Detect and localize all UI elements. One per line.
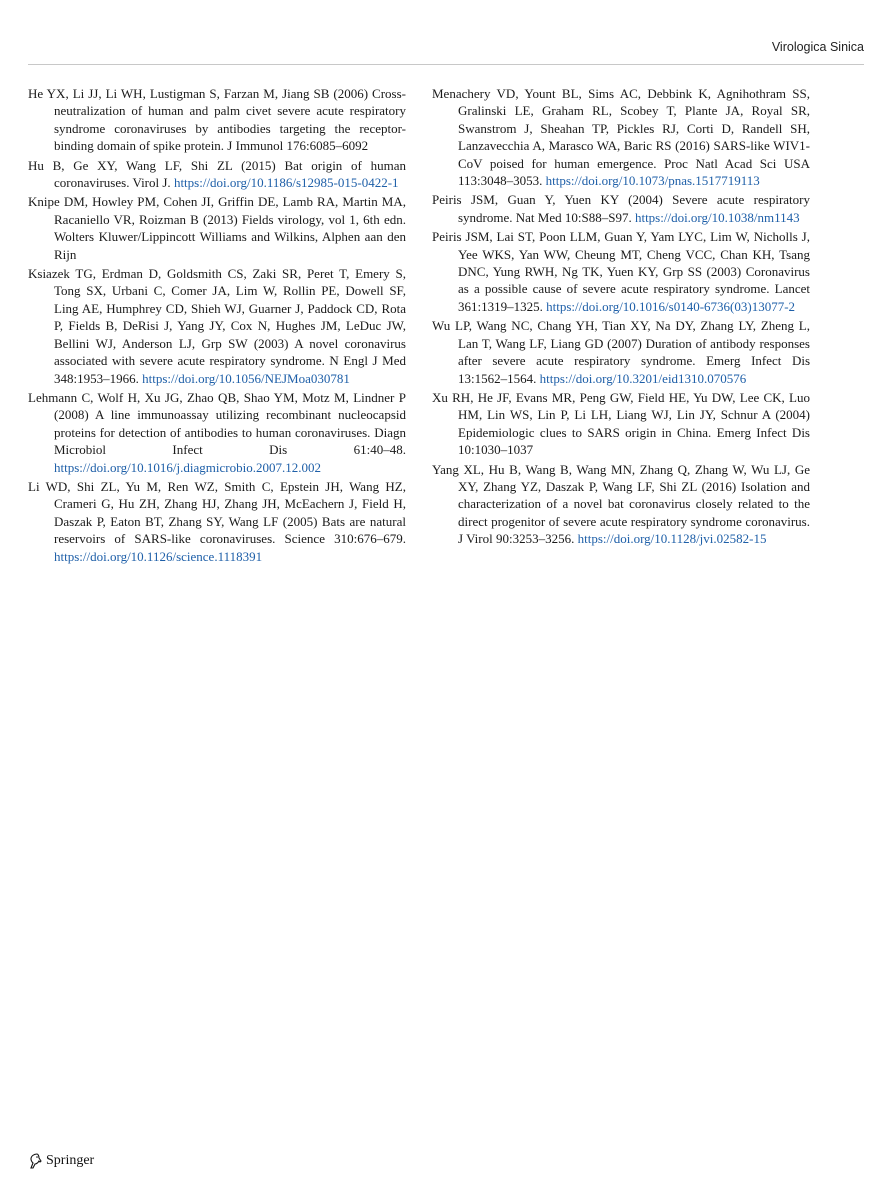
- reference-item: [432, 191, 810, 226]
- springer-horse-icon: [28, 1153, 42, 1169]
- reference-item: [432, 228, 810, 315]
- reference-item: [432, 389, 810, 459]
- reference-item: [432, 85, 810, 189]
- doi-link[interactable]: https://doi.org/10.1186/s12985-015-0422-1: [173, 175, 399, 191]
- publisher-name: Springer: [46, 1153, 95, 1168]
- publisher-footer: [28, 1153, 94, 1169]
- reference-text: He YX, Li JJ, Li WH, Lustigman S, Farzan M, Jiang SB (2006) Cross-neutralization of human and palm civet severe acute respiratory syndrome coronaviruses by antibodies targeting the receptor-binding domain of spike protein. J Immunol 176:6085–6092: [28, 86, 406, 154]
- doi-link[interactable]: https://doi.org/10.3201/eid1310.070576: [539, 370, 747, 386]
- doi-link[interactable]: https://doi.org/10.1016/j.diagmicrobio.2007.12.002: [54, 459, 321, 475]
- reference-column-right: [432, 85, 810, 550]
- doi-link[interactable]: https://doi.org/10.1073/pnas.1517719113: [545, 173, 760, 189]
- reference-text: Yang XL, Hu B, Wang B, Wang MN, Zhang Q, Zhang W, Wu LJ, Ge XY, Zhang YZ, Daszak P, Wang LF, Shi ZL (2016) Isolation and characterization of a novel bat coronavirus closely related to the direct progenitor of severe acute respiratory syndrome coronavirus. J Virol 90:3253–3256.: [432, 461, 810, 547]
- reference-text: Peiris JSM, Lai ST, Poon LLM, Guan Y, Yam LYC, Lim W, Nicholls J, Yee WKS, Yan WW, Cheung MT, Cheng VCC, Chan KH, Tsang DNC, Yung RWH, Ng TK, Yuen KY, Grp SS (2003) Coronavirus as a possible cause of severe acute respiratory syndrome. Lancet 361:1319–1325.: [432, 229, 810, 314]
- header-divider: [28, 64, 864, 65]
- reference-text: Knipe DM, Howley PM, Cohen JI, Griffin DE, Lamb RA, Martin MA, Racaniello VR, Roizman B (2013) Fields virology, vol 1, 6th edn. Wolters Kluwer/Lippincott Williams and Wilkins, Alphen aan den Rijn: [28, 194, 406, 262]
- reference-item: [28, 265, 406, 387]
- reference-text: Peiris JSM, Guan Y, Yuen KY (2004) Severe acute respiratory syndrome. Nat Med 10:S88–S97.: [432, 192, 810, 225]
- reference-text: Ksiazek TG, Erdman D, Goldsmith CS, Zaki SR, Peret T, Emery S, Tong SX, Urbani C, Comer JA, Lim W, Rollin PE, Dowell SF, Ling AE, Humphrey CD, Shieh WJ, Guarner J, Paddock CD, Rota P, Fields B, DeRisi J, Yang JY, Cox N, Hughes JM, LeDuc JW, Bellini WJ, Anderson LJ, Grp SW (2003) A novel coronavirus associated with severe acute respiratory syndrome. N Engl J Med 348:1953–1966.: [28, 266, 406, 386]
- reference-text: Li WD, Shi ZL, Yu M, Ren WZ, Smith C, Epstein JH, Wang HZ, Crameri G, Hu ZH, Zhang HJ, Zhang JH, McEachern J, Field H, Daszak P, Eaton BT, Zhang SY, Wang LF (2005) Bats are natural reservoirs of SARS-like coronaviruses. Science 310:676–679.: [28, 478, 406, 547]
- doi-link[interactable]: https://doi.org/10.1128/jvi.02582-15: [577, 531, 767, 547]
- doi-link[interactable]: https://doi.org/10.1056/NEJMoa030781: [142, 370, 350, 386]
- reference-text: Wu LP, Wang NC, Chang YH, Tian XY, Na DY, Zhang LY, Zheng L, Lan T, Wang LF, Liang GD (2007) Duration of antibody responses after severe acute respiratory syndrome. Emerg Infect Dis 13:1562–1564.: [432, 318, 810, 386]
- journal-name: Virologica Sinica: [771, 40, 864, 54]
- doi-link[interactable]: https://doi.org/10.1126/science.1118391: [54, 548, 263, 564]
- reference-item: [432, 317, 810, 387]
- reference-item: [28, 85, 406, 155]
- doi-link[interactable]: https://doi.org/10.1038/nm1143: [634, 209, 800, 225]
- reference-column-left: [28, 85, 406, 567]
- reference-text: Xu RH, He JF, Evans MR, Peng GW, Field HE, Yu DW, Lee CK, Luo HM, Lin WS, Lin P, Li LH, Liang WJ, Lin JY, Schnur A (2004) Epidemiologic clues to SARS origin in China. Emerg Infect Dis 10:1030–1037: [432, 389, 810, 458]
- doi-link[interactable]: https://doi.org/10.1016/s0140-6736(03)13077-2: [546, 298, 796, 314]
- reference-text: Menachery VD, Yount BL, Sims AC, Debbink K, Agnihothram SS, Gralinski LE, Graham RL, Scobey T, Plante JA, Royal SR, Swanstrom J, Sheahan TP, Pickles RJ, Corti D, Randell SH, Lanzavecchia A, Marasco WA, Baric RS (2016) SARS-like WIV1-CoV poised for human emergence. Proc Natl Acad Sci USA 113:3048–3053.: [432, 86, 810, 189]
- reference-text: Hu B, Ge XY, Wang LF, Shi ZL (2015) Bat origin of human coronaviruses. Virol J.: [28, 157, 406, 191]
- reference-item: [28, 157, 406, 192]
- reference-item: [28, 389, 406, 476]
- reference-item: [28, 478, 406, 565]
- reference-text: Lehmann C, Wolf H, Xu JG, Zhao QB, Shao YM, Motz M, Lindner P (2008) A line immunoassay utilizing recombinant nucleocapsid proteins for detection of antibodies to human coronaviruses. Diagn Microbiol Infect Dis 61:40–48.: [28, 389, 406, 458]
- reference-item: [432, 461, 810, 548]
- reference-item: [28, 193, 406, 263]
